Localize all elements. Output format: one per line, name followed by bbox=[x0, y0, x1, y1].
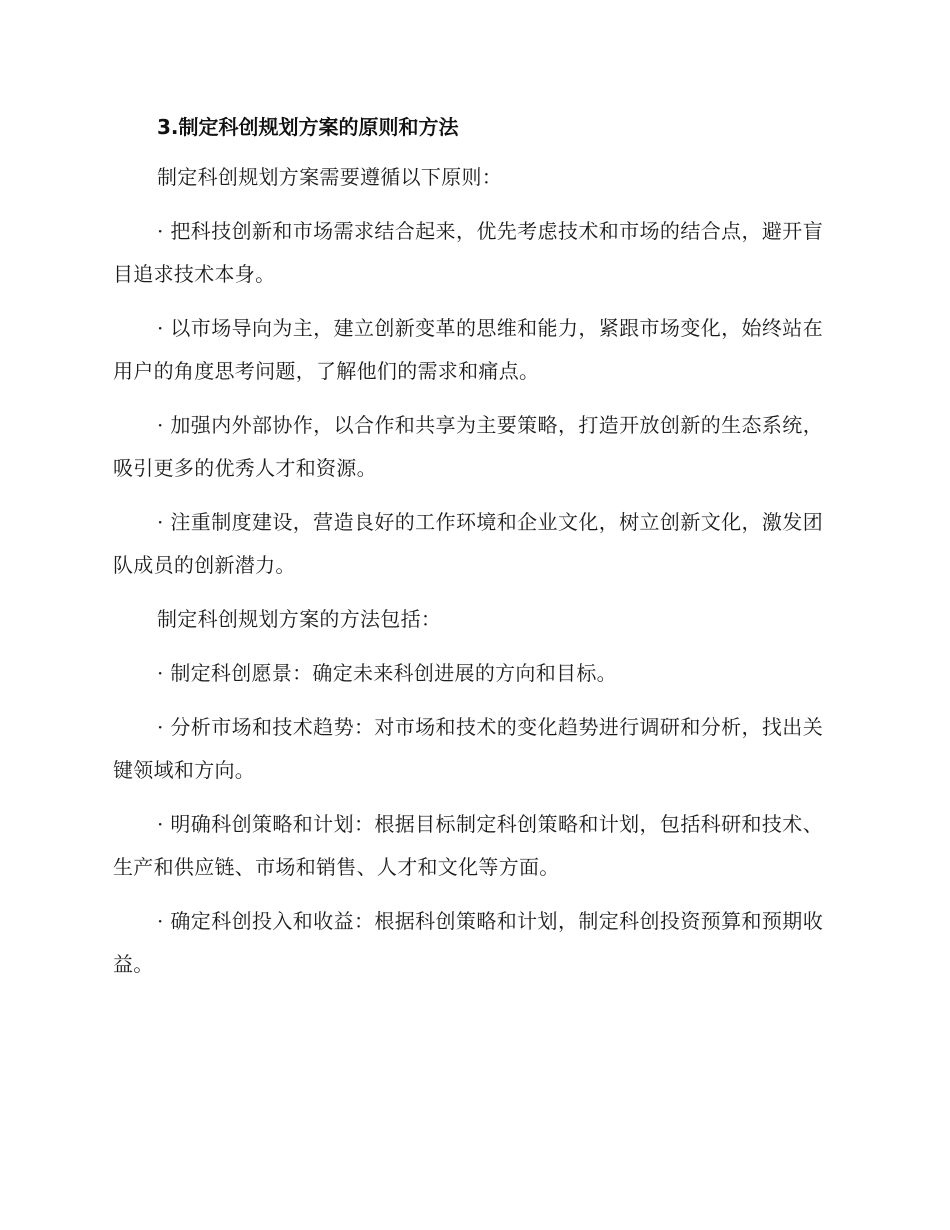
paragraph-methods-intro: 制定科创规划方案的方法包括： bbox=[157, 607, 442, 631]
paragraph-method-1: · 制定科创愿景：确定未来科创进展的方向和目标。 bbox=[157, 661, 617, 685]
paragraph-principle-1: · 把科技创新和市场需求结合起来，优先考虑技术和市场的结合点，避开盲目追求技术本身。 bbox=[113, 219, 823, 286]
paragraph-principle-3: · 加强内外部协作，以合作和共享为主要策略，打造开放创新的生态系统，吸引更多的优秀人才和资源。 bbox=[113, 413, 823, 480]
paragraph-principle-4: · 注重制度建设，营造良好的工作环境和企业文化，树立创新文化，激发团队成员的创新潜力。 bbox=[113, 510, 823, 577]
paragraph-method-4: · 确定科创投入和收益：根据科创策略和计划，制定科创投资预算和预期收益。 bbox=[113, 909, 823, 976]
paragraph-principles-intro: 制定科创规划方案需要遵循以下原则： bbox=[157, 165, 503, 189]
document-body bbox=[113, 110, 823, 997]
paragraph-principle-2: · 以市场导向为主，建立创新变革的思维和能力，紧跟市场变化，始终站在用户的角度思考问题，了解他们的需求和痛点。 bbox=[113, 316, 823, 383]
paragraph-method-2: · 分析市场和技术趋势：对市场和技术的变化趋势进行调研和分析，找出关键领域和方向。 bbox=[113, 715, 823, 782]
paragraph-method-3: · 明确科创策略和计划：根据目标制定科创策略和计划，包括科研和技术、生产和供应链、市场和销售、人才和文化等方面。 bbox=[113, 812, 823, 879]
section-heading: 3.制定科创规划方案的原则和方法 bbox=[157, 115, 459, 139]
